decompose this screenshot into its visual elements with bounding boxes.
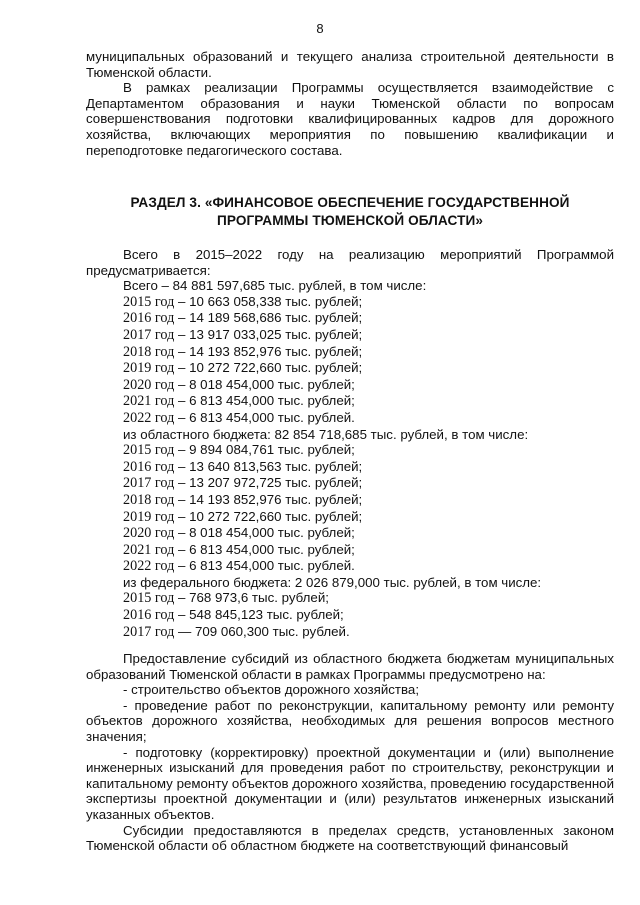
year-amount: – 13 917 033,025 тыс. рублей; bbox=[174, 326, 363, 342]
year-amount-line bbox=[86, 590, 614, 607]
finance-total: Всего – 84 881 597,685 тыс. рублей, в том числе: bbox=[123, 278, 427, 294]
year-amount: – 6 813 454,000 тыс. рублей. bbox=[174, 409, 355, 425]
section-heading-line-2: ПРОГРАММЫ ТЮМЕНСКОЙ ОБЛАСТИ» bbox=[216, 213, 484, 228]
year-amount: – 14 193 852,976 тыс. рублей; bbox=[174, 343, 363, 359]
year-amount: – 13 640 813,563 тыс. рублей; bbox=[174, 458, 363, 474]
year-amount-line bbox=[86, 607, 614, 624]
section-heading bbox=[86, 194, 614, 230]
year-label: 2022 год bbox=[123, 558, 175, 575]
year-amount: – 10 663 058,338 тыс. рублей; bbox=[174, 293, 363, 309]
year-amount-line bbox=[86, 377, 614, 394]
year-amount-line bbox=[86, 475, 614, 492]
year-label: 2021 год bbox=[123, 541, 175, 558]
subsidies-closing: Субсидии предоставляются в пределах средств, установленных законом Тюменской области об областном бюджете на соответствующий финансовый bbox=[86, 822, 614, 854]
year-label: 2020 год bbox=[123, 525, 175, 542]
year-label: 2019 год bbox=[123, 360, 175, 377]
subsidies-item-design: - подготовку (корректировку) проектной документации и (или) выполнение инженерных изысканий для проведения работ по строительству, реконструкции и капитальному ремонту объектов дорожного хозяйства, проведению государственной экспертизы проектной документации и (или) результатов инженерных изысканий указанных объектов. bbox=[86, 744, 614, 822]
year-amount: – 8 018 454,000 тыс. рублей; bbox=[174, 376, 355, 392]
year-amount: — 709 060,300 тыс. рублей. bbox=[174, 623, 350, 639]
year-amount-line bbox=[86, 459, 614, 476]
year-amount: – 14 193 852,976 тыс. рублей; bbox=[174, 491, 363, 507]
year-amount: – 10 272 722,660 тыс. рублей; bbox=[174, 360, 363, 376]
finance-block bbox=[86, 247, 614, 640]
page-number: 8 bbox=[316, 21, 324, 36]
year-label: 2017 год bbox=[123, 475, 175, 492]
year-label: 2015 год bbox=[123, 590, 175, 607]
year-amount-line bbox=[86, 327, 614, 344]
year-amount-line bbox=[86, 393, 614, 410]
year-amount: – 6 813 454,000 тыс. рублей; bbox=[174, 541, 355, 557]
section-heading-line-1: РАЗДЕЛ 3. «ФИНАНСОВОЕ ОБЕСПЕЧЕНИЕ ГОСУДАРСТВЕННОЙ bbox=[130, 195, 570, 210]
intro-paragraph-cooperation: В рамках реализации Программы осуществляется взаимодействие с Департаментом образования и науки Тюменской области по вопросам совершенствования подготовки квалифицированных кадров для дорожного хозяйства, включающих мероприятия по повышению квалификации и переподготовке педагогического состава. bbox=[86, 80, 614, 158]
year-label: 2018 год bbox=[123, 343, 175, 360]
finance-regional: из областного бюджета: 82 854 718,685 тыс. рублей, в том числе: bbox=[123, 426, 529, 442]
year-amount-line bbox=[86, 509, 614, 526]
year-amount-line bbox=[86, 344, 614, 361]
year-amount-line bbox=[86, 410, 614, 427]
year-label: 2016 год bbox=[123, 458, 175, 475]
year-label: 2021 год bbox=[123, 393, 175, 410]
year-label: 2019 год bbox=[123, 508, 175, 525]
year-amount: – 6 813 454,000 тыс. рублей. bbox=[174, 558, 355, 574]
year-label: 2020 год bbox=[123, 376, 175, 393]
year-amount-line bbox=[86, 624, 614, 641]
finance-regional-years bbox=[86, 442, 614, 575]
year-amount-line bbox=[86, 542, 614, 559]
year-amount-line bbox=[86, 294, 614, 311]
year-amount: – 8 018 454,000 тыс. рублей; bbox=[174, 525, 355, 541]
subsidies-item-reconstruction: - проведение работ по реконструкции, капитальному ремонту или ремонту объектов дорожного хозяйства, необходимых для решения вопросов местного значения; bbox=[86, 697, 614, 744]
year-label: 2015 год bbox=[123, 293, 175, 310]
intro-continuation: муниципальных образований и текущего анализа строительной деятельности в Тюменской области. bbox=[86, 49, 614, 80]
year-amount-line bbox=[86, 310, 614, 327]
year-amount-line bbox=[86, 360, 614, 377]
year-amount: – 768 973,6 тыс. рублей; bbox=[174, 590, 329, 606]
year-label: 2015 год bbox=[123, 442, 175, 459]
finance-federal: из федерального бюджета: 2 026 879,000 тыс. рублей, в том числе: bbox=[123, 574, 542, 590]
year-label: 2017 год bbox=[123, 326, 175, 343]
year-amount: – 10 272 722,660 тыс. рублей; bbox=[174, 508, 363, 524]
year-label: 2018 год bbox=[123, 491, 175, 508]
year-amount-line bbox=[86, 558, 614, 575]
year-amount-line bbox=[86, 492, 614, 509]
year-amount: – 14 189 568,686 тыс. рублей; bbox=[174, 310, 363, 326]
subsidies-lead: Предоставление субсидий из областного бюджета бюджетам муниципальных образований Тюменской области в рамках Программы предусмотрено на: bbox=[86, 651, 614, 682]
year-label: 2016 год bbox=[123, 607, 175, 624]
year-label: 2022 год bbox=[123, 409, 175, 426]
year-label: 2016 год bbox=[123, 310, 175, 327]
year-amount-line bbox=[86, 525, 614, 542]
subsidies-item-construction: - строительство объектов дорожного хозяйства; bbox=[123, 682, 420, 698]
year-amount: – 548 845,123 тыс. рублей; bbox=[174, 607, 344, 623]
subsidies-block bbox=[86, 651, 614, 854]
finance-federal-years bbox=[86, 590, 614, 640]
year-amount-line bbox=[86, 442, 614, 459]
year-amount: – 9 894 084,761 тыс. рублей; bbox=[174, 442, 355, 458]
year-label: 2017 год bbox=[123, 623, 175, 640]
finance-total-years bbox=[86, 294, 614, 427]
finance-lead: Всего в 2015–2022 году на реализацию мероприятий Программой предусматривается: bbox=[86, 247, 614, 278]
year-amount: – 6 813 454,000 тыс. рублей; bbox=[174, 393, 355, 409]
year-amount: – 13 207 972,725 тыс. рублей; bbox=[174, 475, 363, 491]
intro-block bbox=[86, 49, 614, 158]
